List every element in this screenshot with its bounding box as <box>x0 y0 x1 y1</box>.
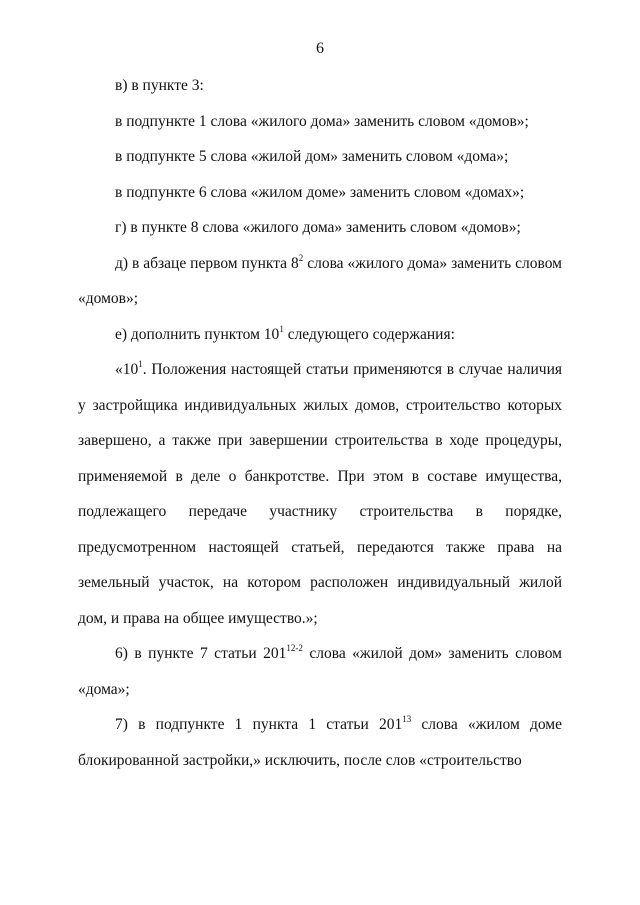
paragraph-7-text: 7) в подпункте 1 пункта 1 статьи 201 <box>115 716 403 733</box>
paragraph-d-text-cont: слова «жилого дома» заменить словом «домов»; <box>78 254 562 307</box>
paragraph-e-text-cont: следующего содержания: <box>283 325 455 343</box>
paragraph-6-text-cont: слова «жилой дом» заменить словом «дома»; <box>78 645 562 698</box>
quote-text: «10 <box>115 361 139 378</box>
paragraph-v: в) в пункте 3: <box>115 77 204 94</box>
superscript: 1 <box>138 359 143 369</box>
paragraph-subpoint-1: в подпункте 1 слова «жилого дома» заменить словом «домов»; <box>115 112 529 130</box>
superscript: 13 <box>402 714 412 724</box>
paragraph-subpoint-6: в подпункте 6 слова «жилом доме» заменить словом «домах»; <box>115 183 525 201</box>
paragraph-d-text: д) в абзаце первом пункта 8 <box>115 254 299 272</box>
paragraph-d <box>78 246 562 317</box>
paragraph-6 <box>78 636 562 707</box>
paragraph-7-text-cont: слова «жилом доме блокированной застройки,» исключить, после слов «строительство <box>78 716 562 769</box>
paragraph-e-text: е) дополнить пунктом 10 <box>115 325 280 343</box>
superscript: 12-2 <box>286 643 303 653</box>
paragraph-7 <box>78 707 562 778</box>
paragraph-subpoint-5: в подпункте 5 слова «жилой дом» заменить словом «дома»; <box>115 148 509 165</box>
paragraph-6-text: 6) в пункте 7 статьи 201 <box>115 645 287 662</box>
superscript: 2 <box>298 252 304 263</box>
paragraph-g: г) в пункте 8 слова «жилого дома» заменить словом «домов»; <box>115 219 521 236</box>
page-number: 6 <box>316 40 324 57</box>
superscript: 1 <box>279 323 284 334</box>
quote-text-cont: . Положения настоящей статьи применяются в случае наличия у застройщика индивидуальных жилых домов, строительство которых завершено, а также при завершении строительства в ходе процедуры, применяемой в деле о банкротстве. При этом в составе имущества, подлежащего передаче участнику строительства в порядке, предусмотренном настоящей статьей, передаются также права на земельный участок, на котором расположен индивидуальный жилой дом, и права на общее имущество.»; <box>78 361 562 627</box>
paragraph-quote-10-1 <box>78 352 562 636</box>
document-body <box>78 68 562 778</box>
paragraph-e <box>78 317 562 353</box>
